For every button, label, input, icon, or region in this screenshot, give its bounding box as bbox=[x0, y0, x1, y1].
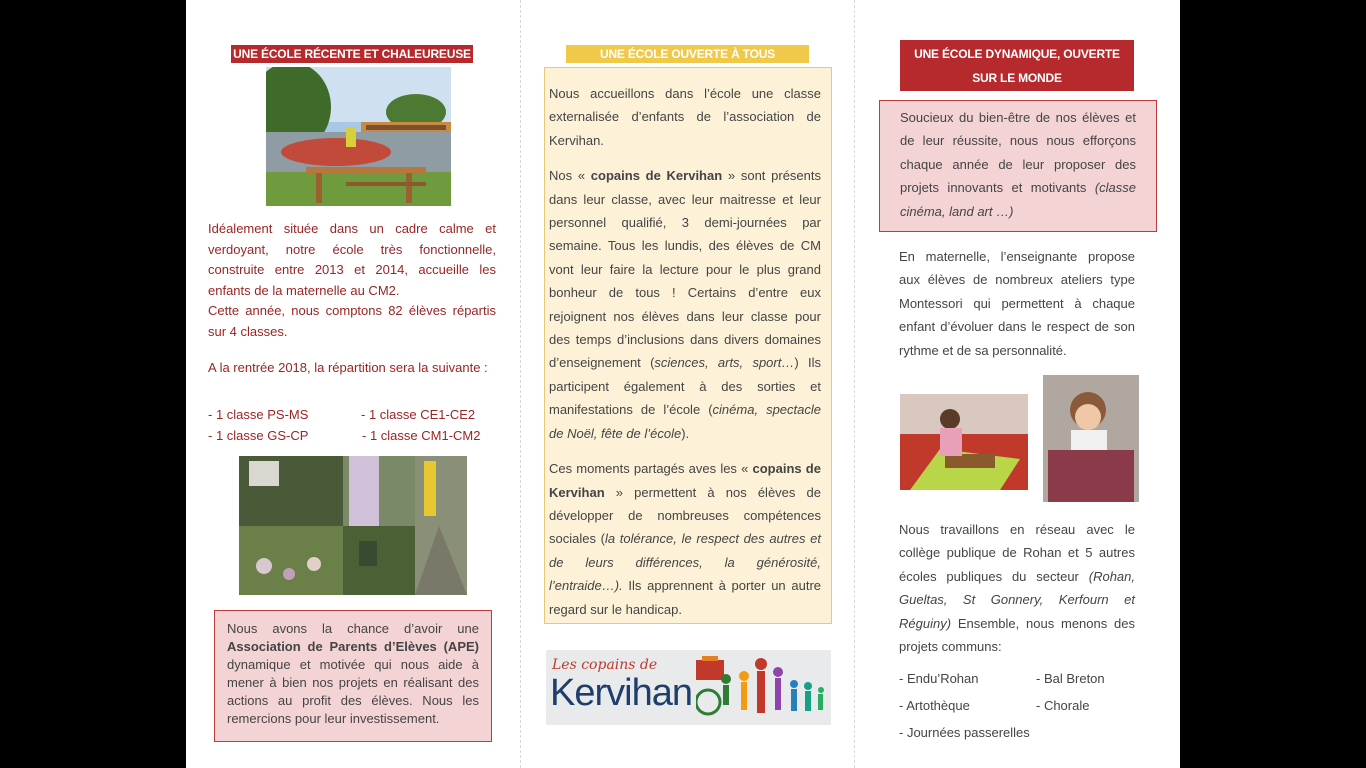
project-item: - Bal Breton bbox=[1036, 671, 1105, 686]
col1-student-count: Cette année, nous comptons 82 élèves répartis sur 4 classes. bbox=[208, 303, 496, 339]
network-text: Nous travaillons en réseau avec le collège publique de Rohan et 5 autres écoles publiques du secteur (Rohan, Gueltas, St Gonnery, Kerfourn et Réguiny) Ensemble, nous menons des projets communs: bbox=[899, 522, 1135, 655]
column-divider bbox=[520, 0, 521, 768]
land-art-collage-photo bbox=[239, 456, 467, 595]
col1-repartition-heading: A la rentrée 2018, la répartition sera la suivante : bbox=[208, 360, 488, 375]
col1-banner: UNE ÉCOLE RÉCENTE ET CHALEUREUSE bbox=[231, 45, 473, 63]
column-divider bbox=[854, 0, 855, 768]
project-item: - Chorale bbox=[1036, 698, 1090, 713]
brochure-page bbox=[186, 0, 1180, 768]
montessori-photo-2 bbox=[1043, 375, 1139, 502]
ape-box bbox=[214, 610, 492, 742]
kervihan-benefits: Ces moments partagés aves les « copains de Kervihan » permettent à nos élèves de développer de nombreuses compétences sociales (la tolérance, le respect des autres et de leurs différences, la générosité, l’entraide…). Ils apprennent à porter un autre regard sur le handicap. bbox=[549, 461, 821, 617]
kervihan-presence: Nos « copains de Kervihan » sont présents dans leur classe, avec leur maitresse et leur personnel qualifié, 3 demi-journées par semaine. Tous les lundis, des élèves de CM vont leur faire la lecture pour le plus grand bonheur de tous ! Certains d’entre eux rejoignent nos élèves dans leur classe pour des temps d’inclusions dans divers domaines d’enseignement (sciences, arts, sport…) Ils participent également à des sorties et manifestations de l’école (cinéma, spectacle de Noël, fête de l’école). bbox=[549, 168, 821, 441]
montessori-photo-1 bbox=[900, 394, 1028, 490]
class-item: - 1 classe GS-CP bbox=[208, 428, 309, 443]
kervihan-logo bbox=[546, 650, 831, 725]
class-item: - 1 classe CM1-CM2 bbox=[362, 428, 481, 443]
col3-banner-line1: UNE ÉCOLE DYNAMIQUE, OUVERTE bbox=[914, 47, 1120, 61]
project-item: - Journées passerelles bbox=[899, 725, 1030, 740]
class-item: - 1 classe PS-MS bbox=[208, 407, 309, 422]
class-item: - 1 classe CE1-CE2 bbox=[361, 407, 476, 422]
kervihan-logo-figures bbox=[696, 654, 828, 722]
kervihan-logo-small-text: Les copains de bbox=[552, 657, 658, 673]
projects-box-text: Soucieux du bien-être de nos élèves et de leur réussite, nous nous efforçons chaque année de leur proposer des projets innovants et motivants (classe cinéma, land art …) bbox=[900, 110, 1136, 219]
kervihan-intro: Nous accueillons dans l’école une classe externalisée d’enfants de l’association de Kervihan. bbox=[549, 86, 821, 148]
col1-intro bbox=[208, 219, 496, 342]
kervihan-logo-big-text: Kervihan bbox=[550, 672, 692, 714]
school-playground-photo bbox=[266, 67, 451, 206]
col3-banner bbox=[900, 40, 1134, 91]
project-item: - Artothèque bbox=[899, 698, 970, 713]
ape-text: Nous avons la chance d’avoir une Association de Parents d’Elèves (APE) dynamique et motivée qui nous aide à mener à bien nos projets en réalisant des actions au profit des élèves. Nous les remercions pour leur investissement. bbox=[227, 621, 479, 726]
montessori-text: En maternelle, l’enseignante propose aux élèves de nombreux ateliers type Montessori qui permettent à chaque enfant d’évoluer dans le respect de son rythme et de sa personnalité. bbox=[899, 249, 1135, 358]
col2-banner: UNE ÉCOLE OUVERTE À TOUS bbox=[566, 45, 809, 63]
project-item: - Endu’Rohan bbox=[899, 671, 979, 686]
col1-intro-text: Idéalement située dans un cadre calme et verdoyant, notre école très fonctionnelle, construite entre 2013 et 2014, accueille les enfants de la maternelle au CM2. bbox=[208, 221, 496, 298]
kervihan-box bbox=[544, 67, 832, 624]
projects-box bbox=[879, 100, 1157, 232]
col3-banner-line2: SUR LE MONDE bbox=[972, 71, 1062, 85]
